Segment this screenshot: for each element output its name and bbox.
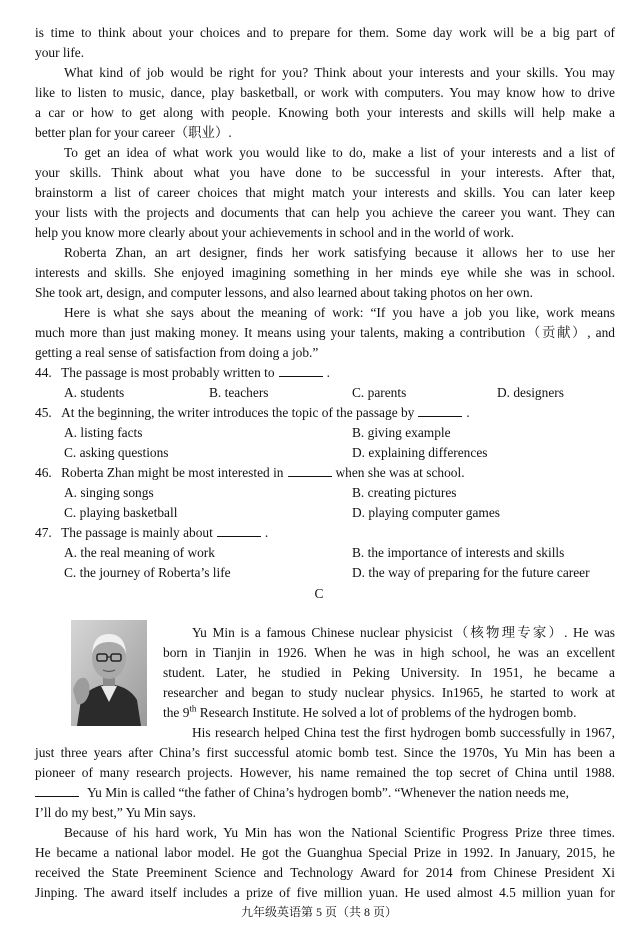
question-number: 46. — [35, 465, 52, 480]
question-45 — [35, 403, 615, 423]
option-b[interactable]: B. creating pictures — [352, 485, 457, 500]
passage-line: Jinping. The award itself includes a prize of five million yuan. He used almost 4.5 million yuan for — [35, 885, 615, 900]
question-44 — [35, 363, 615, 383]
section-c-intro — [163, 623, 615, 743]
passage-line: What kind of job would be right for you? Think about your interests and your skills. You may — [64, 65, 615, 80]
question-stem: Roberta Zhan might be most interested in — [61, 465, 284, 480]
passage-line: like to listen to music, dance, play basketball, or work with computers. You may know how to drive — [35, 85, 615, 100]
options-46 — [35, 483, 615, 503]
passage-line: born in Tianjin in 1926. When he was in high school, he was an excellent — [163, 645, 615, 660]
section-c-label: C — [314, 586, 324, 601]
question-46 — [35, 463, 615, 483]
question-number: 45. — [35, 405, 52, 420]
options-47 — [35, 543, 615, 563]
option-c[interactable]: C. parents — [352, 385, 407, 400]
passage-line: your lists with the projects and documents that can help you achieve the career you want. They can — [35, 205, 615, 220]
option-d[interactable]: D. the way of preparing for the future career — [352, 565, 590, 580]
question-stem: At the beginning, the writer introduces the topic of the passage by — [61, 405, 415, 420]
passage-line: pioneer of many research projects. However, his name remained the top secret of China until 1988. — [35, 765, 615, 780]
question-stem-end: . — [264, 525, 269, 540]
text-part: Yu Min is called “the father of China’s hydrogen bomb”. “Whenever the nation needs me, — [87, 785, 569, 800]
question-number: 44. — [35, 365, 52, 380]
answer-blank[interactable] — [418, 403, 462, 417]
question-stem: The passage is mainly about — [61, 525, 213, 540]
passage-line — [35, 783, 615, 803]
question-47 — [35, 523, 615, 543]
passage-line: She took art, design, and computer lessons, and also learned about taking photos on her own. — [35, 285, 533, 300]
passage-line: Roberta Zhan, an art designer, finds her work satisfying because it allows her to use her — [64, 245, 615, 260]
passage-line: your life. — [35, 45, 85, 60]
option-a[interactable]: A. the real meaning of work — [64, 545, 215, 560]
passage-line: I’ll do my best,” Yu Min says. — [35, 805, 196, 820]
option-c[interactable]: C. asking questions — [64, 445, 169, 460]
option-d[interactable]: D. designers — [497, 385, 564, 400]
passage-line: brainstorm a list of career choices that might match your interests and skills. You can later keep — [35, 185, 615, 200]
text-part: Research Institute. He solved a lot of problems of the hydrogen bomb. — [196, 705, 577, 720]
passage-line: Because of his hard work, Yu Min has won the National Scientific Progress Prize three times. — [64, 825, 615, 840]
passage-line: student. Later, he studied in Peking University. In 1951, he became a — [163, 665, 615, 680]
options-45b — [35, 443, 615, 463]
superscript: th — [189, 703, 197, 714]
passage-line: much more than just making money. It means using your talents, making a contribution（贡献）, and — [35, 325, 615, 340]
passage-line: a car or how to get along with people. Knowing both your interests and skills will help make a — [35, 105, 615, 120]
option-a[interactable]: A. students — [64, 385, 125, 400]
option-c[interactable]: C. playing basketball — [64, 505, 178, 520]
passage-line: is time to think about your choices and to prepare for them. Some day work will be a big part of — [35, 25, 615, 40]
option-a[interactable]: A. listing facts — [64, 425, 143, 440]
options-47b — [35, 563, 615, 583]
question-stem-end: . — [326, 365, 330, 380]
answer-blank[interactable] — [288, 463, 332, 477]
passage-line: He became a national labor model. He got the Guanghua Special Prize in 1992. In January, 2015, he — [35, 845, 615, 860]
option-b[interactable]: B. giving example — [352, 425, 451, 440]
passage-line: just three years after China’s first successful atomic bomb test. Since the 1970s, Yu Min has been a — [35, 745, 615, 760]
options-44 — [35, 383, 615, 403]
question-stem: The passage is most probably written to — [61, 365, 275, 380]
question-number: 47. — [35, 525, 52, 540]
options-46b — [35, 503, 615, 523]
passage-line: your skills. Think about what you have done to be successful in your interests. After that, — [35, 165, 615, 180]
section-c-body — [35, 743, 615, 903]
passage-line: Here is what she says about the meaning of work: “If you have a job you like, work means — [64, 305, 615, 320]
passage-b — [35, 23, 615, 583]
passage-line: better plan for your career（职业）. — [35, 125, 232, 140]
option-d[interactable]: D. playing computer games — [352, 505, 501, 520]
option-b[interactable]: B. teachers — [209, 385, 269, 400]
answer-blank[interactable] — [217, 523, 261, 537]
passage-line: received the State Preeminent Science and Technology Award for 2014 from Chinese President Xi — [35, 865, 615, 880]
passage-line — [163, 703, 615, 723]
options-45 — [35, 423, 615, 443]
option-c[interactable]: C. the journey of Roberta’s life — [64, 565, 231, 580]
option-a[interactable]: A. singing songs — [64, 485, 154, 500]
text-part: the 9 — [163, 705, 190, 720]
passage-line: researcher and began to study nuclear physics. In1965, he started to work at — [163, 685, 615, 700]
passage-line: His research helped China test the first hydrogen bomb successfully in 1967, — [192, 725, 615, 740]
passage-line: Yu Min is a famous Chinese nuclear physicist（核物理专家）. He was — [192, 625, 615, 640]
question-stem-end: when she was at school. — [335, 465, 465, 480]
passage-line: help you know more clearly about your achievements in school and in the world of work. — [35, 225, 514, 240]
answer-blank[interactable] — [279, 363, 323, 377]
question-stem-end: . — [466, 405, 470, 420]
passage-line: interests and skills. She enjoyed imagining something in her minds eye while she was in school. — [35, 265, 615, 280]
yu-min-photo — [71, 620, 147, 726]
option-d[interactable]: D. explaining differences — [352, 445, 488, 460]
passage-line: To get an idea of what work you would like to do, make a list of your interests and a list of — [64, 145, 615, 160]
option-b[interactable]: B. the importance of interests and skills — [352, 545, 565, 560]
page-footer: 九年级英语第 5 页（共 8 页） — [240, 905, 397, 919]
answer-blank[interactable] — [35, 783, 79, 797]
passage-line: getting a real sense of satisfaction from doing a job.” — [35, 345, 319, 360]
